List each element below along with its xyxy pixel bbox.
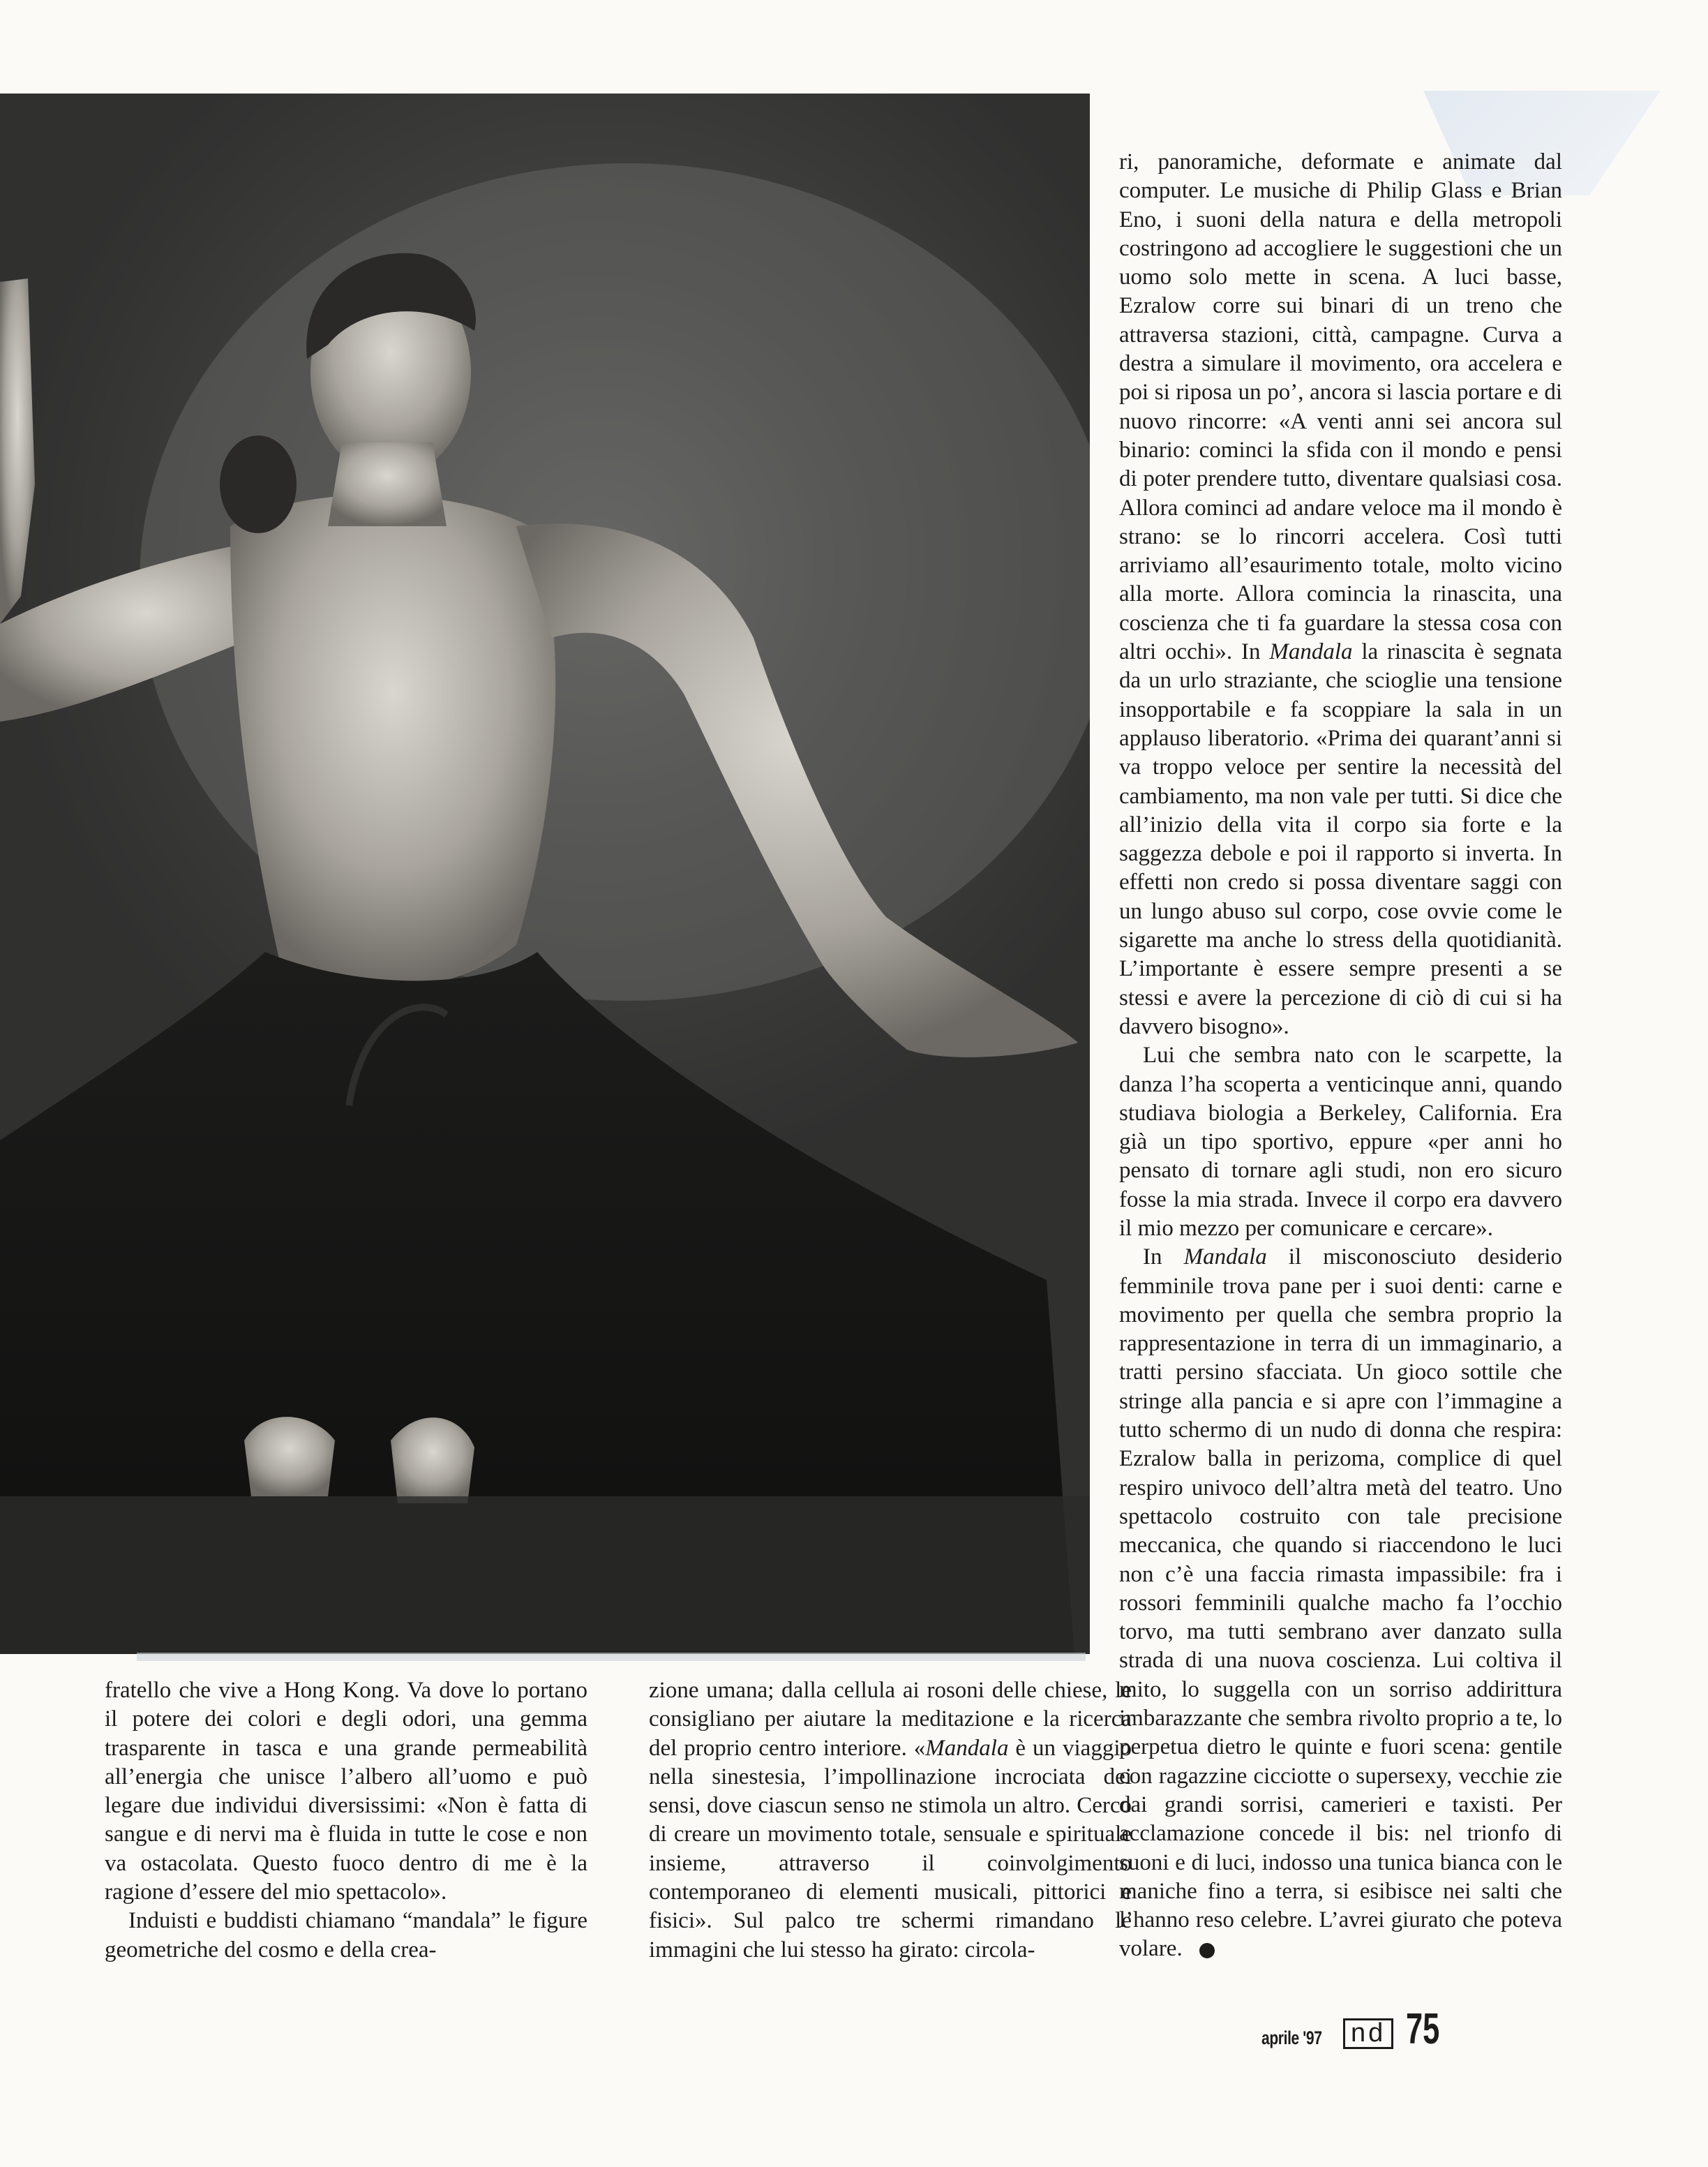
paragraph: fratello che vive a Hong Kong. Va dove lo portano il potere dei colori e degli odori, una gemma trasparente in tasca e una grande permeabilità all’energia che unisce l’albero all’uomo e può legare due individui diversissimi: «Non è fatta di sangue e di nervi ma è fluida in tutte le cose e non va ostacolata. Questo fuoco dentro di me è la ragione d’essere del mio spettacolo». — [105, 1678, 587, 1905]
paragraph: Induisti e buddisti chiamano “mandala” le figure geometriche del cosmo e della crea- — [105, 1908, 587, 1963]
issue-date: aprile '97 — [1261, 2027, 1322, 2048]
paragraph — [1119, 1243, 1562, 1963]
paragraph: zione umana; dalla cellula ai rosoni delle chiese, le consigliano per aiutare la meditazione e la ricerca del proprio centro interiore. «Mandala è un viaggio nella sinestesia, l’impollinazione incrociata dei sensi, dove ciascun senso ne stimola un altro. Cerco di creare un movimento totale, sensuale e spirituale insieme, attraverso il coinvolgimento contemporaneo di elementi musicali, pittorici e fisici». Sul palco tre schermi rimandano le immagini che lui stesso ha girato: circola- — [649, 1678, 1132, 1963]
article-right-column — [1119, 148, 1562, 1964]
article-middle-column — [649, 1676, 1132, 1965]
page-number: 75 — [1406, 2005, 1440, 2053]
paragraph: Lui che sembra nato con le scarpette, la danza l’ha scoperta a venticinque anni, quando studiava biologia a Berkeley, California. Era già un tipo sportivo, eppure «per anni ho pensato di tornare agli studi, non ero sicuro fosse la mia strada. Invece il corpo era davvero il mio mezzo per comunicare e cercare». — [1119, 1043, 1562, 1241]
paragraph: ri, panoramiche, deformate e animate dal computer. Le musiche di Philip Glass e Brian Eno, i suoni della natura e della metropoli costringono ad accogliere le suggestioni che un uomo solo mette in scena. A luci basse, Ezralow corre sui binari di un treno che attraversa stazioni, città, campagne. Curva a destra a simulare il movimento, ora accelera e poi si riposa un po’, ancora si lascia portare e di nuovo rincorre: «A venti anni sei ancora sul binario: cominci la sfida con il mondo e pensi di poter prendere tutto, diventare qualsiasi cosa. Allora cominci ad andare veloce ma il mondo è strano: se lo rincorri accelera. Così tutti arriviamo all’esaurimento totale, molto vicino alla morte. Allora comincia la rinascita, una coscienza che ti fa guardare la stessa cosa con altri occhi». In Mandala la rinascita è segnata da un urlo straziante, che scioglie una tensione insopportabile e fa scoppiare la sala in un applauso liberatorio. «Prima dei quarant’anni si va troppo veloce per sentire la necessità del cambiamento, ma non vale per tutti. Si dice che all’inizio della vita il corpo sia forte e la saggezza debole e poi il rapporto si inverta. In effetti non credo si possa diventare saggi con un lungo abuso sul corpo, cose ovvie come le sigarette ma anche lo stress della quotidianità. L’importante è essere sempre presenti a se stessi e avere la percezione di ciò di cui si ha davvero bisogno». — [1119, 149, 1562, 1039]
paragraph-text: In Mandala il misconosciuto desiderio femminile trova pane per i suoi denti: carne e movimento per quella che sembra proprio la rappresentazione in terra di un immaginario, a tratti persino sfacciata. Un gioco sottile che stringe alla pancia e si apre con l’immagine a tutto schermo di un nudo di donna che respira: Ezralow balla in perizoma, complice di quel respiro univoco dell’altra metà del teatro. Uno spettacolo costruito con tale precisione meccanica, che quando si riaccendono le luci non c’è una faccia rimasta impassibile: fra i rossori femminili qualche macho fa l’occhio torvo, ma tutti sembrano aver danzato sulla strada di una nuova coscienza. Lui coltiva il mito, lo suggella con un sorriso addirittura imbarazzante che sembra rivolto proprio a te, lo perpetua dietro le quinte e fuori scena: gentile con ragazzine cicciotte o supersexy, vecchie zie dai grandi sorrisi, camerieri e taxisti. Per acclamazione concede il bis: nel trionfo di suoni e di luci, indosso una tunica bianca con le maniche fino a terra, si esibisce nei salti che l’hanno reso celebre. L’avrei giurato che poteva volare. — [1119, 1244, 1562, 1962]
dancer-figure-illustration — [0, 94, 1090, 1654]
end-of-article-bullet-icon — [1199, 1943, 1215, 1958]
photo-caption-strip — [137, 1653, 1086, 1661]
dancer-photo — [0, 94, 1090, 1654]
magazine-logo: nd — [1343, 2018, 1393, 2049]
article-left-column — [105, 1676, 587, 1965]
page-footer — [1261, 2005, 1454, 2053]
